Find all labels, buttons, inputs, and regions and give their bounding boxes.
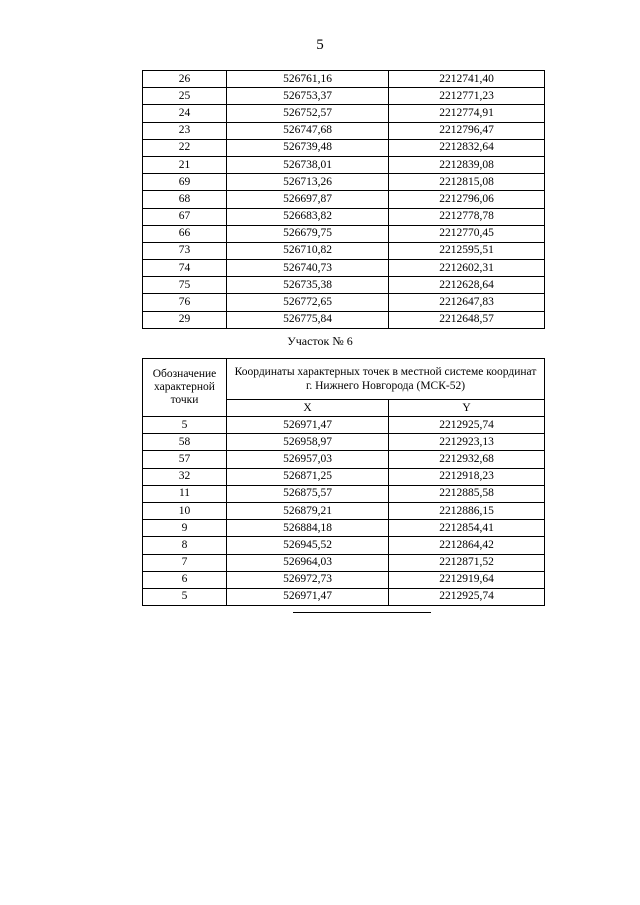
- point-number-cell: 57: [143, 451, 227, 468]
- point-number-cell: 32: [143, 468, 227, 485]
- table-row: [143, 122, 545, 139]
- table-row: [143, 156, 545, 173]
- x-coordinate-cell: 526735,38: [227, 277, 389, 294]
- x-coordinate-cell: 526753,37: [227, 88, 389, 105]
- x-coordinate-cell: 526697,87: [227, 191, 389, 208]
- y-coordinate-cell: 2212770,45: [389, 225, 545, 242]
- x-coordinate-cell: 526772,65: [227, 294, 389, 311]
- header-row: [143, 359, 545, 400]
- point-number-cell: 74: [143, 260, 227, 277]
- table-row: [143, 537, 545, 554]
- table-row: [143, 554, 545, 571]
- header-coordinates: Координаты характерных точек в местной системе координат г. Нижнего Новгорода (МСК-52): [227, 359, 545, 400]
- point-number-cell: 69: [143, 174, 227, 191]
- y-coordinate-cell: 2212923,13: [389, 434, 545, 451]
- x-coordinate-cell: 526875,57: [227, 485, 389, 502]
- y-coordinate-cell: 2212854,41: [389, 520, 545, 537]
- y-coordinate-cell: 2212919,64: [389, 571, 545, 588]
- point-number-cell: 76: [143, 294, 227, 311]
- x-coordinate-cell: 526971,47: [227, 588, 389, 605]
- table-row: [143, 520, 545, 537]
- table-row: [143, 277, 545, 294]
- y-coordinate-cell: 2212832,64: [389, 139, 545, 156]
- coordinates-table-plot-6: [142, 358, 545, 606]
- point-number-cell: 11: [143, 485, 227, 502]
- table-row: [143, 311, 545, 328]
- section-title: Участок № 6: [287, 334, 353, 348]
- table-row: [143, 434, 545, 451]
- point-number-cell: 75: [143, 277, 227, 294]
- point-number-cell: 10: [143, 502, 227, 519]
- point-number-cell: 73: [143, 242, 227, 259]
- table-row: [143, 88, 545, 105]
- y-coordinate-cell: 2212932,68: [389, 451, 545, 468]
- y-coordinate-cell: 2212796,06: [389, 191, 545, 208]
- point-number-cell: 5: [143, 588, 227, 605]
- x-coordinate-cell: 526740,73: [227, 260, 389, 277]
- x-coordinate-cell: 526958,97: [227, 434, 389, 451]
- y-coordinate-cell: 2212886,15: [389, 502, 545, 519]
- table-body: [143, 417, 545, 606]
- x-coordinate-cell: 526710,82: [227, 242, 389, 259]
- point-number-cell: 26: [143, 71, 227, 88]
- x-coordinate-cell: 526747,68: [227, 122, 389, 139]
- table-row: [143, 225, 545, 242]
- y-coordinate-cell: 2212925,74: [389, 588, 545, 605]
- y-coordinate-cell: 2212885,58: [389, 485, 545, 502]
- x-coordinate-cell: 526739,48: [227, 139, 389, 156]
- coordinates-table-continued: [142, 70, 545, 329]
- x-coordinate-cell: 526884,18: [227, 520, 389, 537]
- y-coordinate-cell: 2212815,08: [389, 174, 545, 191]
- table-row: [143, 417, 545, 434]
- point-number-cell: 7: [143, 554, 227, 571]
- header-point-designation: Обозначение характерной точки: [143, 359, 227, 417]
- x-coordinate-cell: 526738,01: [227, 156, 389, 173]
- table-row: [143, 139, 545, 156]
- y-coordinate-cell: 2212925,74: [389, 417, 545, 434]
- x-coordinate-cell: 526679,75: [227, 225, 389, 242]
- point-number-cell: 9: [143, 520, 227, 537]
- header-y: Y: [389, 400, 545, 417]
- table-row: [143, 571, 545, 588]
- table-row: [143, 502, 545, 519]
- table-row: [143, 191, 545, 208]
- point-number-cell: 68: [143, 191, 227, 208]
- table-row: [143, 242, 545, 259]
- point-number-cell: 25: [143, 88, 227, 105]
- y-coordinate-cell: 2212628,64: [389, 277, 545, 294]
- point-number-cell: 22: [143, 139, 227, 156]
- y-coordinate-cell: 2212774,91: [389, 105, 545, 122]
- point-number-cell: 29: [143, 311, 227, 328]
- y-coordinate-cell: 2212647,83: [389, 294, 545, 311]
- table-row: [143, 468, 545, 485]
- point-number-cell: 21: [143, 156, 227, 173]
- table-row: [143, 294, 545, 311]
- table-row: [143, 485, 545, 502]
- table-row: [143, 174, 545, 191]
- x-coordinate-cell: 526775,84: [227, 311, 389, 328]
- x-coordinate-cell: 526879,21: [227, 502, 389, 519]
- point-number-cell: 67: [143, 208, 227, 225]
- y-coordinate-cell: 2212741,40: [389, 71, 545, 88]
- y-coordinate-cell: 2212796,47: [389, 122, 545, 139]
- y-coordinate-cell: 2212778,78: [389, 208, 545, 225]
- x-coordinate-cell: 526683,82: [227, 208, 389, 225]
- y-coordinate-cell: 2212864,42: [389, 537, 545, 554]
- end-divider: [293, 612, 431, 613]
- y-coordinate-cell: 2212918,23: [389, 468, 545, 485]
- x-coordinate-cell: 526964,03: [227, 554, 389, 571]
- table-row: [143, 208, 545, 225]
- point-number-cell: 6: [143, 571, 227, 588]
- x-coordinate-cell: 526713,26: [227, 174, 389, 191]
- table-header: [143, 359, 545, 417]
- table-row: [143, 105, 545, 122]
- y-coordinate-cell: 2212871,52: [389, 554, 545, 571]
- x-coordinate-cell: 526957,03: [227, 451, 389, 468]
- x-coordinate-cell: 526871,25: [227, 468, 389, 485]
- y-coordinate-cell: 2212602,31: [389, 260, 545, 277]
- table-row: [143, 71, 545, 88]
- x-coordinate-cell: 526752,57: [227, 105, 389, 122]
- table-row: [143, 451, 545, 468]
- y-coordinate-cell: 2212839,08: [389, 156, 545, 173]
- page-number: 5: [316, 37, 324, 53]
- header-x: X: [227, 400, 389, 417]
- x-coordinate-cell: 526971,47: [227, 417, 389, 434]
- point-number-cell: 66: [143, 225, 227, 242]
- x-coordinate-cell: 526972,73: [227, 571, 389, 588]
- y-coordinate-cell: 2212595,51: [389, 242, 545, 259]
- x-coordinate-cell: 526945,52: [227, 537, 389, 554]
- point-number-cell: 8: [143, 537, 227, 554]
- y-coordinate-cell: 2212648,57: [389, 311, 545, 328]
- point-number-cell: 23: [143, 122, 227, 139]
- table-row: [143, 260, 545, 277]
- table-row: [143, 588, 545, 605]
- table-body: [143, 71, 545, 329]
- y-coordinate-cell: 2212771,23: [389, 88, 545, 105]
- point-number-cell: 24: [143, 105, 227, 122]
- x-coordinate-cell: 526761,16: [227, 71, 389, 88]
- point-number-cell: 58: [143, 434, 227, 451]
- point-number-cell: 5: [143, 417, 227, 434]
